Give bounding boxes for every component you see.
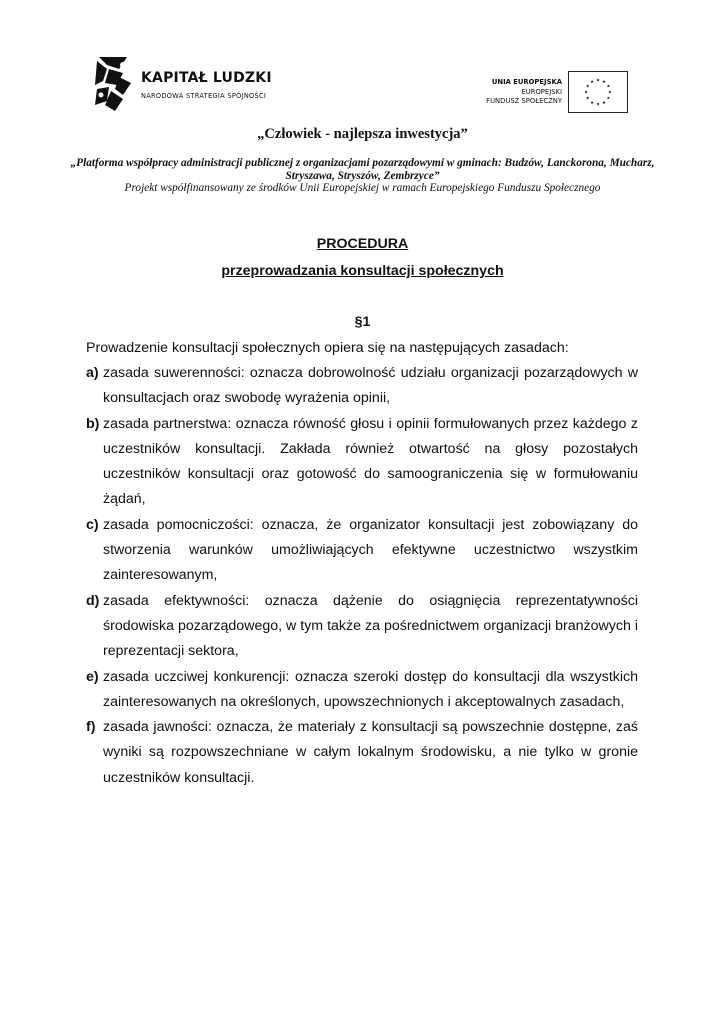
section-number: §1 bbox=[354, 314, 371, 330]
document-title bbox=[60, 236, 665, 252]
document-subtitle-text: przeprowadzania konsultacji społecznych bbox=[221, 263, 504, 279]
principle-item bbox=[86, 589, 638, 665]
principle-letter: d) bbox=[86, 592, 100, 609]
eu-line-european: EUROPEJSKI bbox=[521, 87, 562, 96]
eu-star-icon: ★ bbox=[585, 96, 590, 102]
principle-item bbox=[86, 665, 638, 716]
document-title-text: PROCEDURA bbox=[316, 236, 409, 252]
principle-text: zasada suwerenności: oznacza dobrowolność udziału organizacji pozarządowych w konsultacjach oraz swobodę wyrażenia opinii, bbox=[103, 365, 638, 407]
kapital-ludzki-emblem-icon bbox=[93, 55, 133, 113]
principle-text: zasada uczciwej konkurencji: oznacza szeroki dostęp do konsultacji dla wszystkich zainteresowanych na określonych, upowszechnionych i akceptowalnych zasadach, bbox=[103, 668, 638, 710]
principle-letter: f) bbox=[86, 719, 96, 736]
project-platform-title: „Platforma współpracy administracji publicznej z organizacjami pozarządowymi w gminach: Budzów, Lanckorona, Mucharz, Stryszawa, Stryszów, Zembrzyce” bbox=[70, 157, 655, 182]
eu-star-icon: ★ bbox=[585, 84, 590, 90]
section-intro: Prowadzenie konsultacji społecznych opiera się na następujących zasadach: bbox=[86, 340, 569, 356]
eu-flag-icon bbox=[568, 71, 628, 113]
principle-item bbox=[86, 361, 638, 412]
principles-list bbox=[86, 361, 638, 791]
eu-star-icon: ★ bbox=[607, 90, 612, 96]
kapital-ludzki-logo bbox=[93, 55, 283, 115]
principle-text: zasada jawności: oznacza, że materiały z konsultacji są powszechnie dostępne, zaś wyniki są rozpowszechniane w całym lokalnym środowisku, a nie tylko w gronie uczestników konsultacji. bbox=[103, 719, 638, 786]
eu-star-icon: ★ bbox=[606, 96, 611, 102]
eu-line-social-fund: FUNDUSZ SPOŁECZNY bbox=[486, 97, 562, 106]
principle-item bbox=[86, 715, 638, 791]
eu-star-icon: ★ bbox=[606, 84, 611, 90]
eu-star-icon: ★ bbox=[590, 80, 595, 86]
principle-letter: b) bbox=[86, 415, 100, 432]
eu-star-icon: ★ bbox=[601, 100, 606, 106]
principle-letter: c) bbox=[86, 516, 99, 533]
principle-item bbox=[86, 513, 638, 589]
project-cofinancing-note: Projekt współfinansowany ze środków Unii Europejskiej w ramach Europejskiego Funduszu Społecznego bbox=[124, 182, 601, 194]
eu-star-icon: ★ bbox=[584, 90, 589, 96]
kapital-ludzki-subtitle: NARODOWA STRATEGIA SPÓJNOŚCI bbox=[141, 92, 267, 100]
principle-text: zasada pomocniczości: oznacza, że organizator konsultacji jest zobowiązany do stworzenia warunków umożliwiających efektywne uczestnictwo wszystkim zainteresowanym, bbox=[103, 516, 638, 584]
principle-item bbox=[86, 412, 638, 513]
principle-text: zasada efektywności: oznacza dążenie do osiągnięcia reprezentatywności środowiska pozarządowego, w tym także za pośrednictwem organizacji branżowych i reprezentacji sektora, bbox=[103, 592, 638, 660]
eu-star-icon: ★ bbox=[601, 80, 606, 86]
principle-letter: a) bbox=[86, 365, 99, 381]
principle-letter: e) bbox=[86, 668, 99, 685]
eu-fund-text bbox=[486, 78, 562, 107]
kapital-ludzki-title: KAPITAŁ LUDZKI bbox=[141, 70, 272, 86]
eu-star-icon: ★ bbox=[590, 100, 595, 106]
eu-star-icon: ★ bbox=[596, 102, 600, 108]
eu-star-icon: ★ bbox=[596, 78, 600, 84]
eu-line-union: UNIA EUROPEJSKA bbox=[491, 78, 562, 86]
project-motto: „Człowiek - najlepsza inwestycja” bbox=[257, 126, 468, 142]
eu-fund-logo bbox=[455, 70, 630, 118]
principle-text: zasada partnerstwa: oznacza równość głosu i opinii formułowanych przez każdego z uczestników konsultacji. Zakłada również otwartość na głosy pozostałych uczestników konsultacji oraz gotowość do samoograniczenia się w formułowaniu żądań, bbox=[103, 415, 638, 508]
document-subtitle bbox=[60, 263, 665, 279]
